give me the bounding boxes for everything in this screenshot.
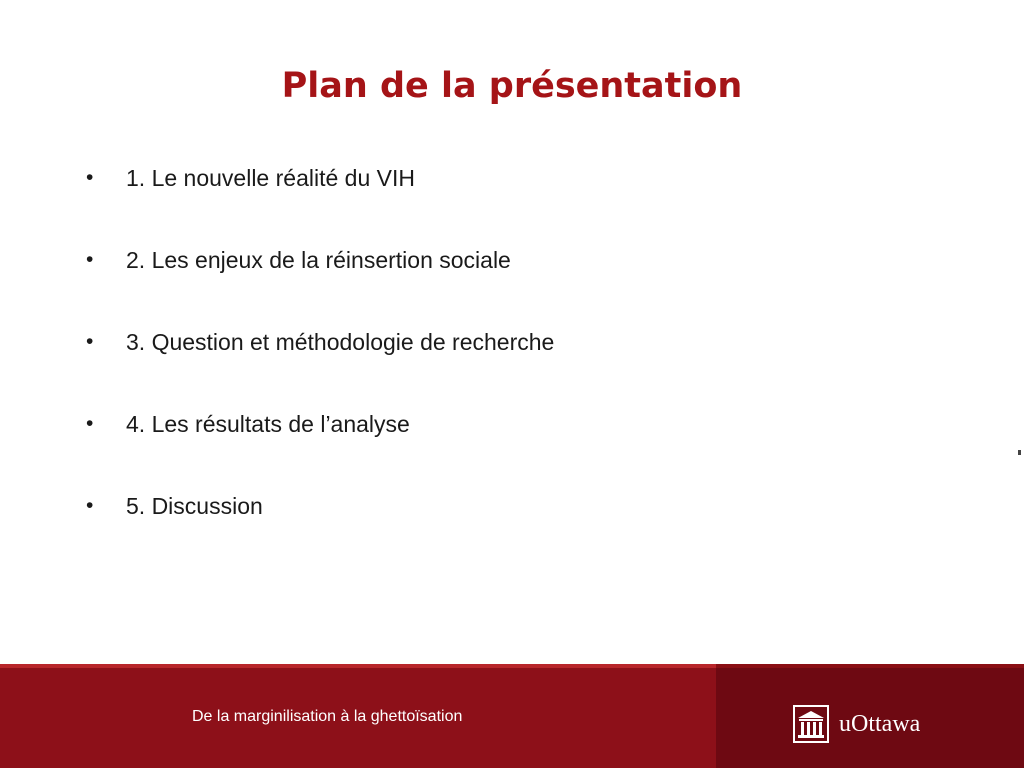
bullet-icon: • [86, 330, 94, 353]
list-item [86, 404, 554, 444]
bullet-icon: • [86, 494, 94, 517]
list-item-label: 4. Les résultats de l’analyse [126, 410, 410, 437]
bullet-icon: • [86, 412, 94, 435]
bullet-icon: • [86, 248, 94, 271]
list-item-label: 3. Question et méthodologie de recherche [126, 328, 555, 355]
list-item-label: 5. Discussion [126, 492, 263, 519]
footer-bar [0, 668, 1024, 768]
stray-mark [1018, 450, 1021, 455]
list-item [86, 158, 554, 198]
list-item-label: 2. Les enjeux de la réinsertion sociale [126, 246, 511, 273]
list-item [86, 322, 554, 362]
list-item [86, 486, 554, 526]
logo-text: uOttawa [839, 710, 921, 737]
list-item-label: 1. Le nouvelle réalité du VIH [126, 164, 415, 191]
building-icon [792, 704, 830, 744]
list-item [86, 240, 554, 280]
agenda-list [86, 158, 554, 568]
bullet-icon: • [86, 166, 94, 189]
university-logo [792, 704, 920, 744]
slide-title: Plan de la présentation [281, 66, 743, 106]
footer-caption: De la marginilisation à la ghettoïsation [192, 708, 463, 725]
